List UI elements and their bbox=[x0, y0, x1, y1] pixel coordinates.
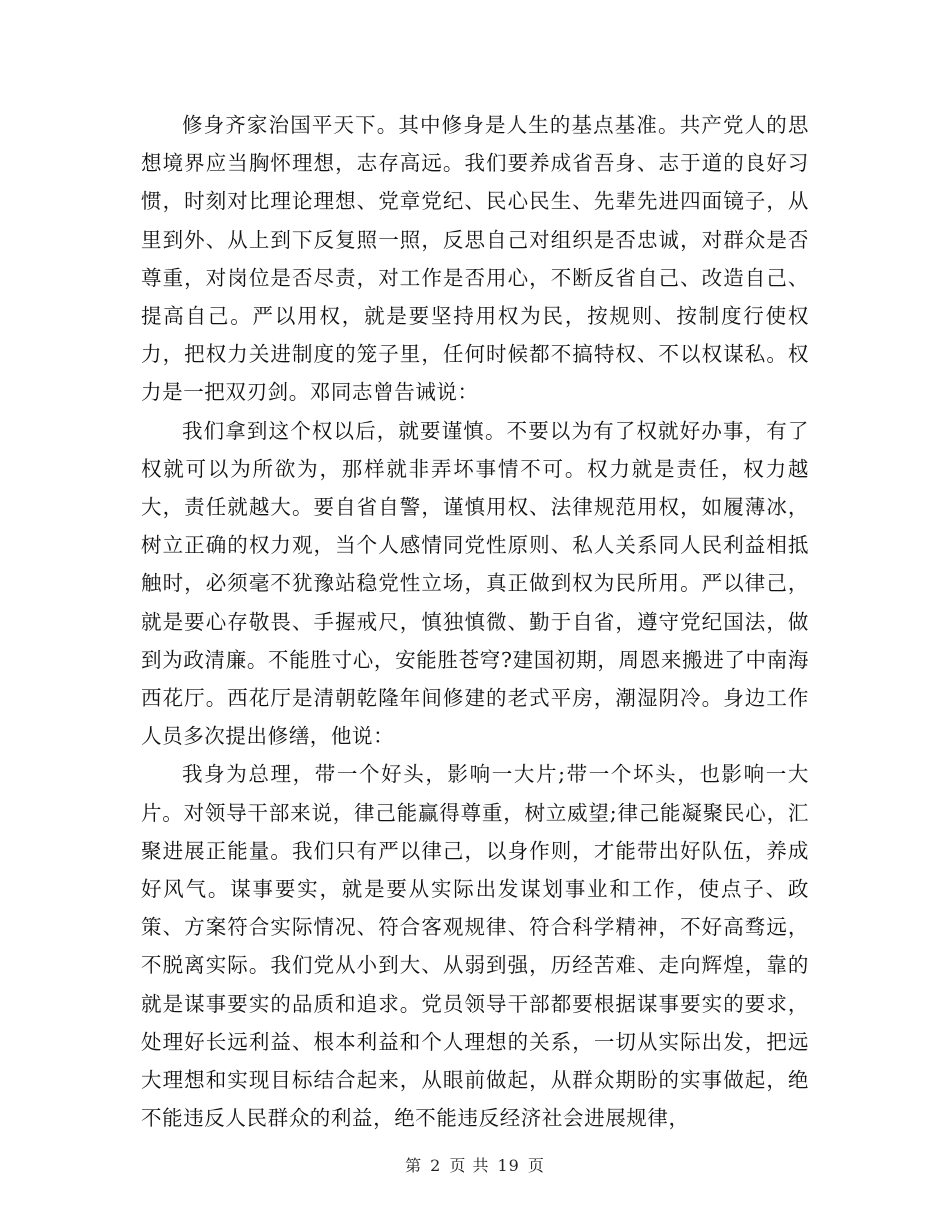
page-footer bbox=[0, 1153, 950, 1176]
footer-middle: 页 共 bbox=[449, 1156, 490, 1175]
paragraph-2: 我们拿到这个权以后，就要谨慎。不要以为有了权就好办事，有了权就可以为所欲为，那样就非弄坏事情不可。权力就是责任，权力越大，责任就越大。要自省自警，谨慎用权、法律规范用权，如履薄冰，树立正确的权力观，当个人感情同党性原则、私人关系同人民利益相抵触时，必须毫不犹豫站稳党性立场，真正做到权为民所用。严以律己，就是要心存敬畏、手握戒尺，慎独慎微、勤于自省，遵守党纪国法，做到为政清廉。不能胜寸心，安能胜苍穹?建国初期，周恩来搬进了中南海西花厅。西花厅是清朝乾隆年间修建的老式平房，潮湿阴冷。身边工作人员多次提出修缮，他说： bbox=[141, 418, 809, 749]
footer-page-number: 2 bbox=[430, 1156, 442, 1175]
footer-prefix: 第 bbox=[405, 1156, 423, 1175]
footer-total-pages: 19 bbox=[497, 1156, 520, 1175]
paragraph-3: 我身为总理，带一个好头，影响一大片;带一个坏头，也影响一大片。对领导干部来说，律己能赢得尊重，树立威望;律己能凝聚民心，汇聚进展正能量。我们只有严以律己，以身作则，才能带出好队伍，养成好风气。谋事要实，就是要从实际出发谋划事业和工作，使点子、政策、方案符合实际情况、符合客观规律、符合科学精神，不好高骛远，不脱离实际。我们党从小到大、从弱到强，历经苦难、走向辉煌，靠的就是谋事要实的品质和追求。党员领导干部都要根据谋事要实的要求，处理好长远利益、根本利益和个人理想的关系，一切从实际出发，把远大理想和实现目标结合起来，从眼前做起，从群众期盼的实事做起，绝不能违反人民群众的利益，绝不能违反经济社会进展规律， bbox=[141, 762, 809, 1131]
footer-suffix: 页 bbox=[527, 1156, 545, 1175]
body-text bbox=[141, 106, 809, 1137]
paragraph-1: 修身齐家治国平天下。其中修身是人生的基点基准。共产党人的思想境界应当胸怀理想，志存高远。我们要养成省吾身、志于道的良好习惯，时刻对比理论理想、党章党纪、民心民生、先辈先进四面镜子，从里到外、从上到下反复照一照，反思自己对组织是否忠诚，对群众是否尊重，对岗位是否尽责，对工作是否用心，不断反省自己、改造自己、提高自己。严以用权，就是要坚持用权为民，按规则、按制度行使权力，把权力关进制度的笼子里，任何时候都不搞特权、不以权谋私。权力是一把双刃剑。邓同志曾告诫说： bbox=[141, 113, 809, 405]
